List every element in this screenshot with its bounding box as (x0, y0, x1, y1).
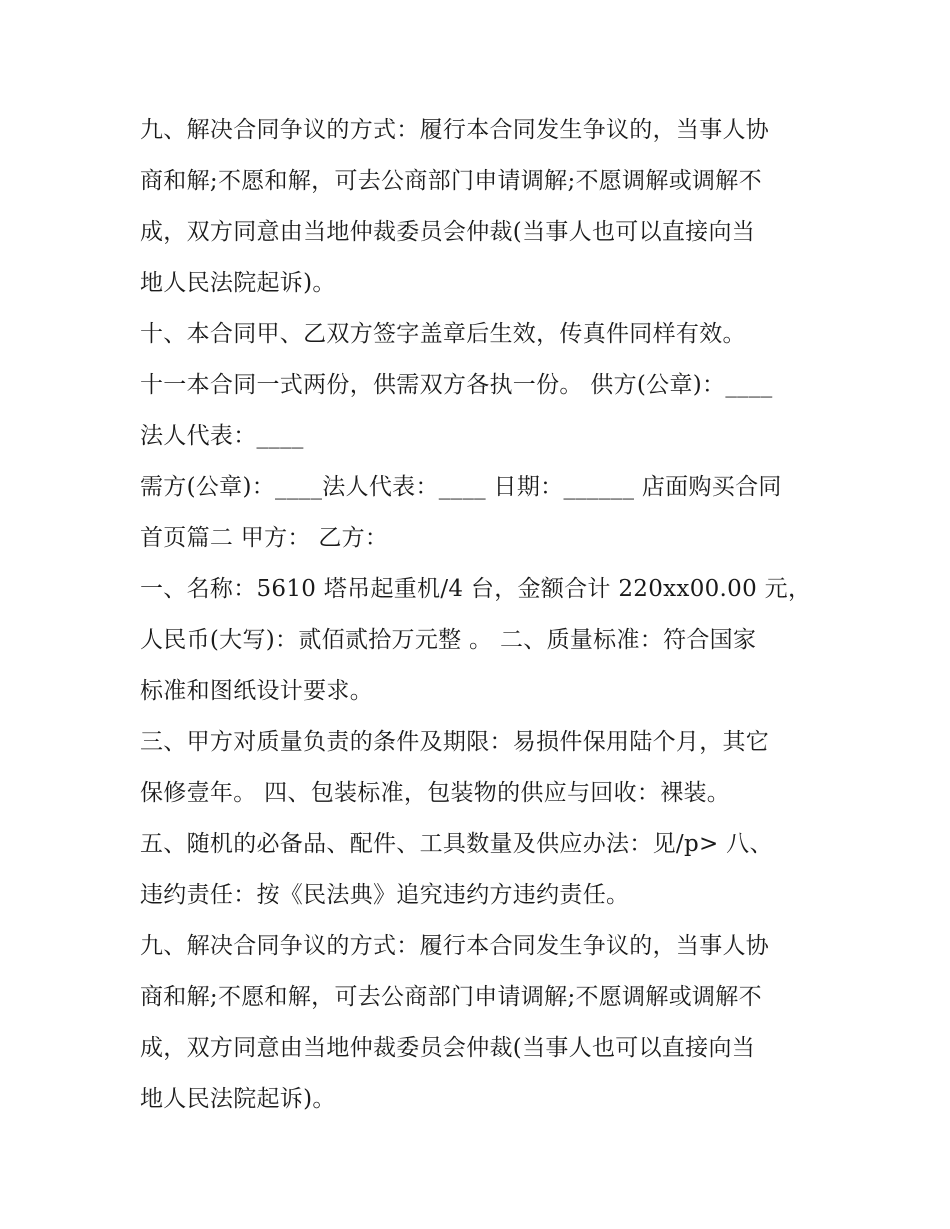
text-line: 人民币(大写)：贰佰贰拾万元整 。 二、质量标准：符合国家 (140, 627, 757, 653)
text-line: 九、解决合同争议的方式：履行本合同发生争议的，当事人协 (140, 933, 770, 959)
text-line: 违约责任：按《民法典》追究违约方违约责任。 (140, 882, 630, 908)
text-line: 十一本合同一式两份，供需双方各执一份。 供方(公章)：____ (140, 372, 773, 398)
text-line: 一、名称：5610 塔吊起重机/4 台，金额合计 220xx00.00 元， (140, 576, 812, 602)
text-line: 商和解;不愿和解，可去公商部门申请调解;不愿调解或调解不 (140, 168, 762, 194)
text-line: 商和解;不愿和解，可去公商部门申请调解;不愿调解或调解不 (140, 984, 762, 1010)
text-line: 三、甲方对质量负责的条件及期限：易损件保用陆个月，其它 (140, 729, 770, 755)
text-line: 成，双方同意由当地仲裁委员会仲裁(当事人也可以直接向当 (140, 219, 756, 245)
text-line: 需方(公章)：____法人代表：____ 日期：______ 店面购买合同 (140, 474, 782, 500)
text-line: 保修壹年。 四、包装标准，包装物的供应与回收：裸装。 (140, 780, 731, 806)
text-line: 地人民法院起诉)。 (140, 1086, 336, 1112)
text-line: 十、本合同甲、乙双方签字盖章后生效，传真件同样有效。 (140, 321, 746, 347)
text-line: 法人代表：____ (140, 423, 304, 449)
text-line: 标准和图纸设计要求。 (140, 678, 373, 704)
text-line: 首页篇二 甲方： 乙方： (140, 525, 389, 551)
text-line: 地人民法院起诉)。 (140, 270, 336, 296)
text-line: 五、随机的必备品、配件、工具数量及供应办法：见/p> 八、 (140, 831, 773, 857)
document-body (140, 105, 820, 1125)
text-line: 成，双方同意由当地仲裁委员会仲裁(当事人也可以直接向当 (140, 1035, 756, 1061)
text-line: 九、解决合同争议的方式：履行本合同发生争议的，当事人协 (140, 117, 770, 143)
